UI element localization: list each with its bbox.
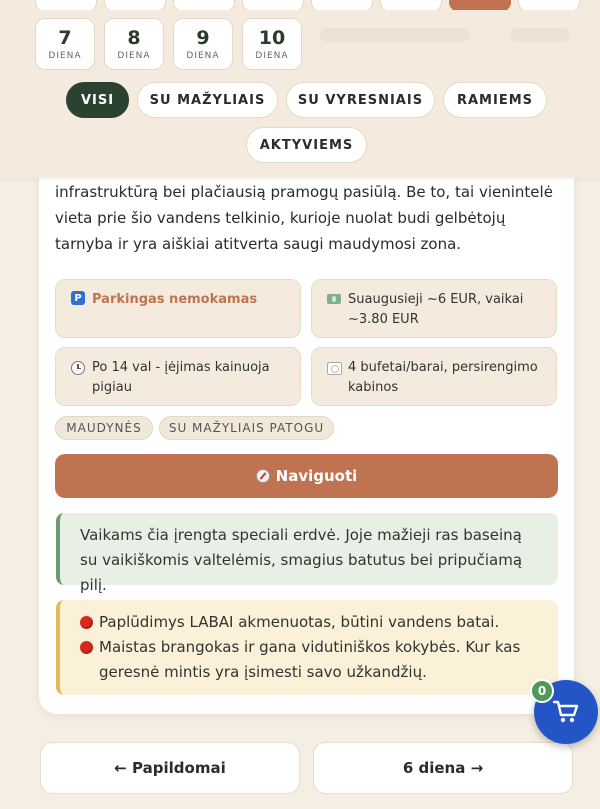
filter-ramiems[interactable]: RAMIEMS bbox=[443, 82, 547, 118]
day-chip-10[interactable] bbox=[242, 18, 302, 70]
info-text: Po 14 val - įėjimas kainuoja pigiau bbox=[92, 360, 270, 395]
info-text: Suaugusieji ~6 EUR, vaikai ~3.80 EUR bbox=[348, 292, 524, 327]
day-chip-hidden[interactable] bbox=[35, 0, 97, 10]
money-icon bbox=[324, 291, 344, 304]
tag-maudynes: MAUDYNĖS bbox=[55, 416, 153, 440]
prev-page-button[interactable]: ← Papildomai bbox=[40, 742, 300, 794]
day-number: 10 bbox=[258, 26, 286, 49]
day-chip-9[interactable] bbox=[173, 18, 233, 70]
red-circle-icon bbox=[80, 616, 93, 629]
compass-icon bbox=[256, 469, 270, 483]
day-label: DIENA bbox=[48, 50, 82, 61]
day-chip-hidden[interactable] bbox=[380, 0, 442, 10]
warning-note bbox=[56, 600, 558, 695]
blurred-background-text bbox=[510, 28, 570, 42]
day-chip-7[interactable] bbox=[35, 18, 95, 70]
blurred-background-text bbox=[320, 28, 470, 42]
cart-count-badge: 0 bbox=[530, 679, 554, 703]
day-label: DIENA bbox=[255, 50, 289, 61]
warning-item bbox=[80, 610, 542, 635]
filter-su-mazyliais[interactable]: SU MAŽYLIAIS bbox=[137, 82, 278, 118]
tip-note bbox=[56, 513, 558, 594]
info-text: 4 bufetai/barai, persirengimo kabinos bbox=[348, 360, 538, 395]
info-time bbox=[55, 347, 301, 406]
day-label: DIENA bbox=[186, 50, 220, 61]
filter-su-vyresniais[interactable]: SU VYRESNIAIS bbox=[286, 82, 435, 118]
clock-icon bbox=[68, 359, 88, 375]
info-price bbox=[311, 279, 557, 338]
day-chip-hidden[interactable] bbox=[104, 0, 166, 10]
navigate-button[interactable] bbox=[55, 454, 558, 498]
day-chip-hidden[interactable] bbox=[173, 0, 235, 10]
info-parking bbox=[55, 279, 301, 338]
info-dining bbox=[311, 347, 557, 406]
day-label: DIENA bbox=[117, 50, 151, 61]
day-chip-hidden[interactable] bbox=[311, 0, 373, 10]
cart-icon bbox=[552, 699, 580, 725]
day-number: 7 bbox=[58, 26, 72, 49]
day-number: 9 bbox=[196, 26, 210, 49]
day-chip-8[interactable] bbox=[104, 18, 164, 70]
filter-header bbox=[0, 0, 600, 178]
tag-su-mazyliais-patogu: SU MAŽYLIAIS PATOGU bbox=[159, 416, 334, 440]
day-chip-hidden[interactable] bbox=[518, 0, 580, 10]
dining-icon bbox=[324, 359, 344, 375]
parking-icon: P bbox=[68, 291, 88, 305]
previous-day-row bbox=[0, 0, 600, 10]
filter-aktyviems[interactable]: AKTYVIEMS bbox=[246, 127, 367, 163]
warning-text: Paplūdimys LABAI akmenuotas, būtini vandens batai. bbox=[99, 613, 500, 631]
place-description: infrastruktūrą bei plačiausią pramogų pasiūlą. Be to, tai vienintelė vieta prie šio vandens telkinio, kurioje nuolat budi gelbėtojų tarnyba ir yra aiškiai atitverta saugi maudymosi zona. bbox=[55, 183, 553, 253]
warning-text: Maistas brangokas ir gana vidutiniškos kokybės. Kur kas geresnė mintis yra įsimesti savo užkandžių. bbox=[99, 638, 521, 681]
info-text: Parkingas nemokamas bbox=[92, 292, 258, 307]
next-page-button[interactable]: 6 diena → bbox=[313, 742, 573, 794]
day-chip-hidden[interactable] bbox=[242, 0, 304, 10]
filter-visi[interactable]: VISI bbox=[66, 82, 129, 118]
tip-text: Vaikams čia įrengta speciali erdvė. Joje mažieji ras baseiną su vaikiškomis valtelėmis, smagius batutus bei pripučiamą pilį. bbox=[80, 526, 523, 594]
day-number: 8 bbox=[127, 26, 141, 49]
warning-item bbox=[80, 635, 542, 685]
navigate-label: Naviguoti bbox=[275, 467, 358, 485]
red-circle-icon bbox=[80, 641, 93, 654]
day-chip-active[interactable] bbox=[449, 0, 511, 10]
